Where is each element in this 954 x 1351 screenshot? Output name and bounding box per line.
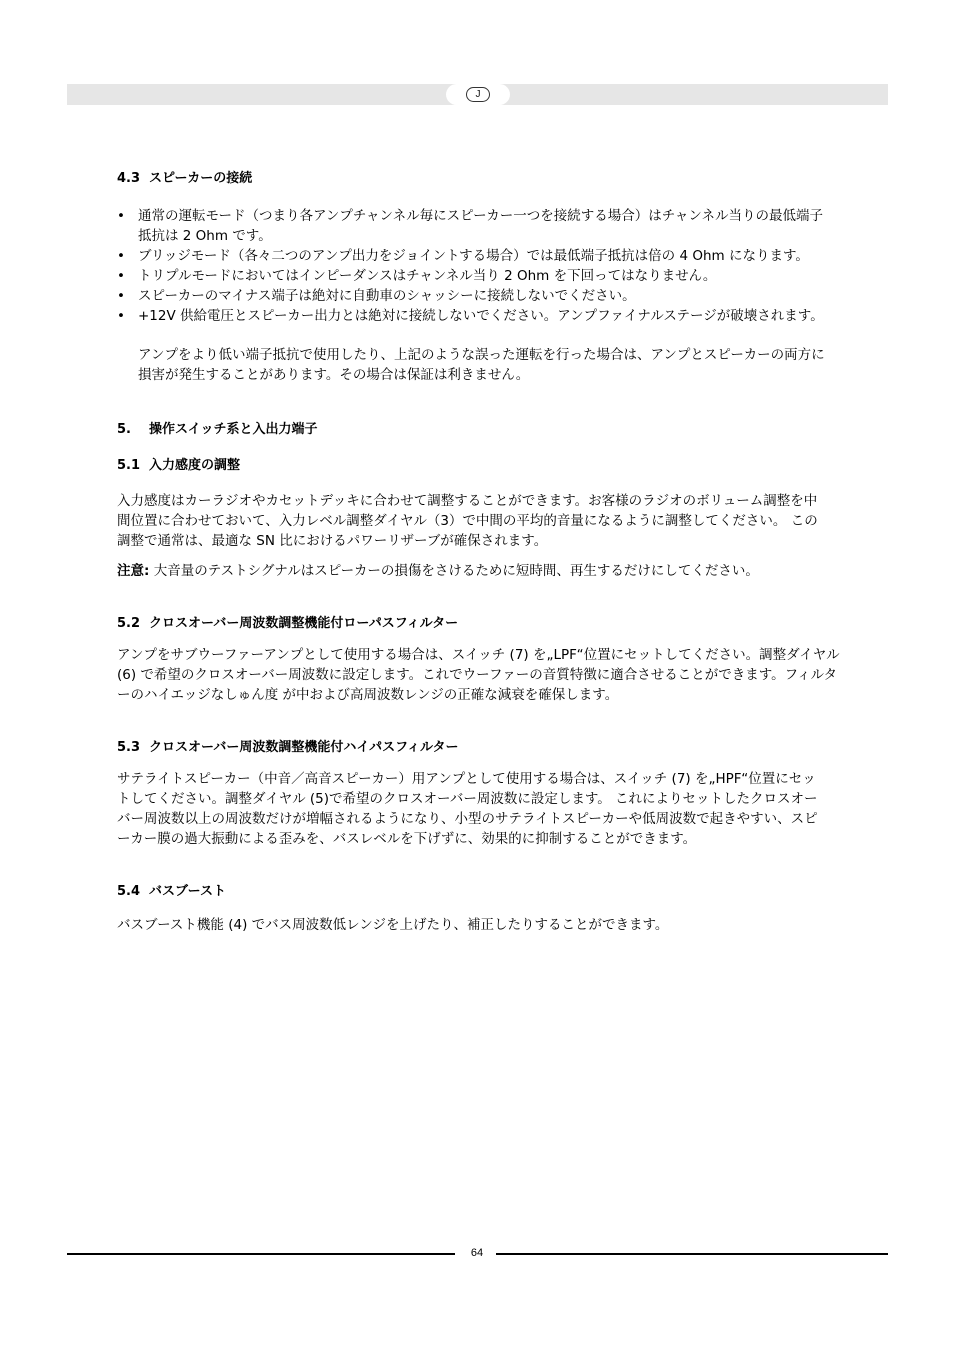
footer-rule-right bbox=[496, 1253, 888, 1255]
language-badge bbox=[446, 84, 510, 105]
caution-text: 大音量のテストシグナルはスピーカーの損傷をさけるために短時間、再生するだけにしてください。 bbox=[149, 563, 759, 579]
caution-label: 注意: bbox=[117, 563, 150, 579]
lowpass-filter-text: アンプをサブウーファーアンプとして使用する場合は、スイッチ (7) を„LPF“位置にセットしてください。調整ダイヤル (6) で希望のクロスオーバー周波数に設定します。これでウーファーの音質特徴に適合させることができます。フィルターのハイエッジなしゅん度 が中および高周波数レンジの正確な減衰を確保します。 bbox=[117, 647, 840, 703]
section-heading-5: 5. 操作スイッチ系と入出力端子 bbox=[117, 422, 318, 437]
list-item: • トリプルモードにおいてはインピーダンスはチャンネル当り 2 Ohm を下回ってはなりません。 bbox=[117, 266, 829, 286]
section-heading-5-1: 5.1 入力感度の調整 bbox=[117, 458, 241, 473]
list-item: • +12V 供給電圧とスピーカー出力とは絶対に接続しないでください。アンプファイナルステージが破壊されます。 bbox=[117, 306, 829, 326]
section-heading-5-2: 5.2 クロスオーバー周波数調整機能付ローパスフィルター bbox=[117, 616, 459, 631]
section-heading-4-3: 4.3 スピーカーの接続 bbox=[117, 171, 253, 186]
list-item: • ブリッジモード（各々二つのアンプ出力をジョイントする場合）では最低端子抵抗は倍の 4 Ohm になります。 bbox=[117, 246, 829, 266]
section-heading-5-3: 5.3 クロスオーバー周波数調整機能付ハイパスフィルター bbox=[117, 740, 459, 755]
section-heading-5-4: 5.4 バスブースト bbox=[117, 884, 226, 899]
footer-rule-left bbox=[67, 1253, 455, 1255]
input-sensitivity-text: 入力感度はカーラジオやカセットデッキに合わせて調整することができます。お客様のラジオのボリューム調整を中間位置に合わせておいて、入力レベル調整ダイヤル（3）で中間の平均的音量になるように調整してください。 この調整で通常は、最適な SN 比におけるパワーリザーブが確保されます。 bbox=[117, 493, 818, 549]
list-item: • スピーカーのマイナス端子は絶対に自動車のシャッシーに接続しないでください。 bbox=[117, 286, 829, 306]
caution-note bbox=[117, 561, 822, 581]
speaker-connection-list bbox=[117, 206, 829, 326]
language-label: J bbox=[466, 87, 490, 102]
bass-boost-text: バスブースト機能 (4) でバス周波数低レンジを上げたり、補正したりすることができます。 bbox=[117, 917, 669, 933]
highpass-filter-text: サテライトスピーカー（中音／高音スピーカー）用アンプとして使用する場合は、スイッチ (7) を„HPF“位置にセットしてください。調整ダイヤル (5)で希望のクロスオーバー周波数に設定します。 これによりセットしたクロスオーバー周波数以上の周波数だけが増幅されるようになり、小型のサテライトスピーカーや低周波数で起きやすい、スピーカー膜の過大振動による歪みを、バスレベルを下げずに、効果的に抑制することができます。 bbox=[117, 771, 818, 847]
warranty-note: アンプをより低い端子抵抗で使用したり、上記のような誤った運転を行った場合は、アンプとスピーカーの両方に損害が発生することがあります。その場合は保証は利きません。 bbox=[138, 347, 825, 383]
list-item: • 通常の運転モード（つまり各アンプチャンネル毎にスピーカー一つを接続する場合）はチャンネル当りの最低端子抵抗は 2 Ohm です。 bbox=[117, 206, 829, 246]
page-content bbox=[117, 170, 847, 935]
page-number: 64 bbox=[470, 1247, 484, 1259]
